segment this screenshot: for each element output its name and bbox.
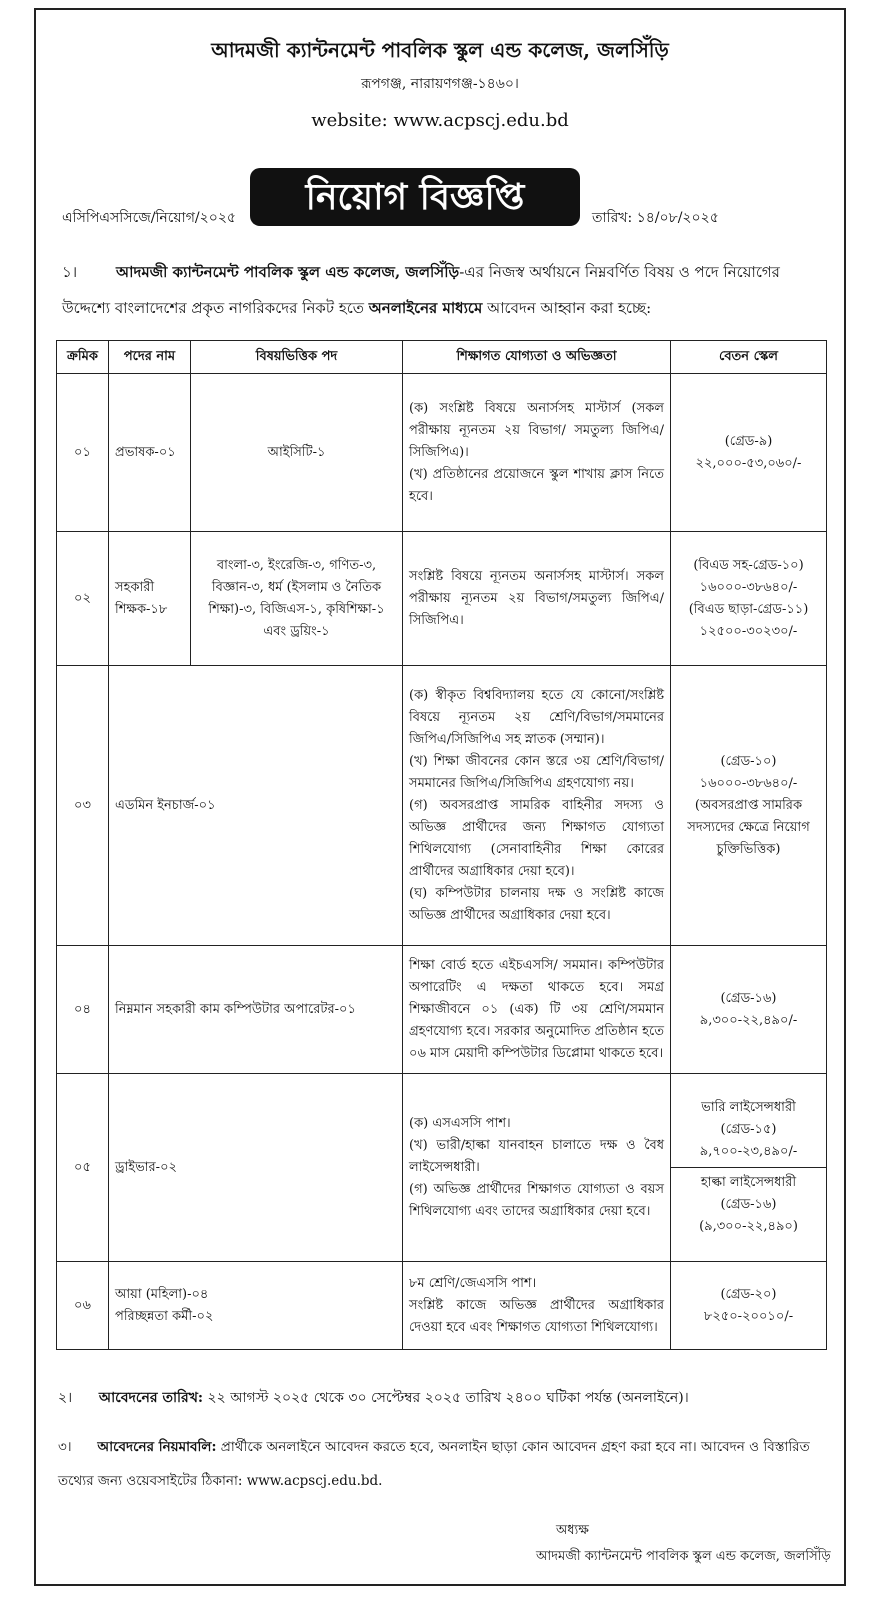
pay-grade: (বিএড সহ-গ্রেড-১০) [693,557,804,573]
pay-grade: (গ্রেড-১০) [720,753,777,769]
col-header-serial: ক্রমিক [57,341,109,374]
qualification-cell: শিক্ষা বোর্ড হতে এইচএসসি/ সমমান। কম্পিউটার অপারেটিং এ দক্ষতা থাকতে হবে। সমগ্র শিক্ষাজীবনে ০১ (এক) টি ৩য় শ্রেণি/সমমান গ্রহণযোগ্য হবে। সরকার অনুমোদিত প্রতিষ্ঠান হতে ০৬ মাস মেয়াদী কম্পিউটার ডিপ্লোমা থাকতে হবে। [403,946,671,1074]
school-address: রূপগঞ্জ, নারায়ণগঞ্জ-১৪৬০। [361,76,519,92]
table-row [57,1262,827,1350]
qualification-cell [403,1074,671,1262]
application-date-label: আবেদনের তারিখ: [98,1390,204,1406]
intro-bold-lead: আদমজী ক্যান্টনমেন্ট পাবলিক স্কুল এন্ড কলেজ, জলসিঁড়ি [116,263,460,281]
school-name: আদমজী ক্যান্টনমেন্ট পাবলিক স্কুল এন্ড কলেজ, জলসিঁড়ি [211,38,669,62]
post-cell: নিম্নমান সহকারী কাম কম্পিউটার অপারেটর-০১ [109,946,403,1074]
intro-text-a: -এর নিজস্ব অর্থায়নে নিম্নবর্ণিত বিষয় ও পদে নিয়োগের উদ্দেশ্যে বাংলাদেশের প্রকৃত নাগরিকদের নিকট হতে [62,263,780,317]
signatory-org: আদমজী ক্যান্টনমেন্ট পাবলিক স্কুল এন্ড কলেজ, জলসিঁড়ি [536,1549,831,1564]
pay-range: ১৬০০০-৩৮৬৪০/- [699,775,798,791]
serial-cell: ০১ [57,374,109,532]
pay-cell [671,532,827,666]
pay-range: ১২৫০০-৩০২৩০/- [699,623,798,639]
pay-note: (অবসরপ্রাপ্ত সামরিক সদস্যদের ক্ষেত্রে নিয়োগ চুক্তিভিত্তিক) [687,797,810,857]
pay-grade: (গ্রেড-২০) [720,1286,777,1302]
qualification-line: (গ) অবসরপ্রাপ্ত সামরিক বাহিনীর সদস্য ও অভিজ্ঞ প্রার্থীদের জন্য শিক্ষাগত যোগ্যতা শিথিলযোগ্য (সেনাবাহিনীর শিক্ষা কোরের প্রার্থীদের অগ্রাধিকার দেয়া হবে)। [409,797,664,879]
post-cell: প্রভাষক-০১ [109,374,191,532]
vacancy-table [56,340,827,1350]
signature-block [536,1518,831,1570]
table-row [57,532,827,666]
table-row [57,1074,827,1262]
application-rules-paragraph [58,1430,838,1498]
table-row [57,374,827,532]
pay-grade: (গ্রেড-১৬) [720,1197,777,1212]
pay-range: ১৬০০০-৩৮৬৪০/- [699,579,798,595]
qualification-line: ৮ম শ্রেণি/জেএসসি পাশ। [409,1275,537,1291]
intro-bold-mid: অনলাইনের মাধ্যমে [368,299,483,317]
post-cell: সহকারী শিক্ষক-১৮ [109,532,191,666]
qualification-line: (খ) ভারী/হাল্কা যানবাহন চালাতে দক্ষ ও বৈধ লাইসেন্সধারী। [409,1137,664,1175]
pay-cell [671,666,827,946]
intro-paragraph [62,254,832,326]
col-header-pay-scale: বেতন স্কেল [671,341,827,374]
application-date-paragraph [58,1386,689,1410]
pay-grade: (গ্রেড-৯) [724,433,773,449]
para-number: ২। [58,1390,73,1406]
pay-range: ২২,০০০-৫৩,০৬০/- [695,455,802,471]
pay-cell [671,374,827,532]
pay-range: ৯,৩০০-২২,৪৯০/- [699,1012,798,1028]
signatory-title: অধ্যক্ষ [556,1523,589,1538]
qualification-line: (ঘ) কম্পিউটার চালনায় দক্ষ ও সংশ্লিষ্ট কাজে অভিজ্ঞ প্রার্থীদের অগ্রাধিকার দেয়া হবে। [409,885,664,923]
qualification-line: (খ) শিক্ষা জীবনের কোন স্তরে ৩য় শ্রেণি/বিভাগ/ সমমানের জিপিএ/সিজিপিএ গ্রহণযোগ্য নয়। [409,753,664,791]
para-number: ১। [62,263,78,281]
notice-page [34,8,846,1586]
table-header-row [57,341,827,374]
pay-range: ৯,৭০০-২৩,৪৯০/- [699,1144,798,1159]
intro-text-b: আবেদন আহ্বান করা হচ্ছে: [482,299,652,317]
pay-cell [671,1074,827,1262]
qualification-cell [403,1262,671,1350]
pay-grade: (বিএড ছাড়া-গ্রেড-১১) [688,601,809,617]
memo-number: এসিপিএসসিজে/নিয়োগ/২০২৫ [62,210,237,226]
post-cell [109,1262,403,1350]
pay-range: ৮২৫০-২০০১০/- [703,1308,794,1324]
serial-cell: ০৪ [57,946,109,1074]
pay-label: ভারি লাইসেন্সধারী [701,1100,796,1115]
serial-cell: ০৩ [57,666,109,946]
serial-cell: ০২ [57,532,109,666]
serial-cell: ০৫ [57,1074,109,1262]
post-line: আয়া (মহিলা)-০৪ [115,1286,209,1302]
qualification-line: (ক) স্বীকৃত বিশ্ববিদ্যালয় হতে যে কোনো/সংশ্লিষ্ট বিষয়ে ন্যূনতম ২য় শ্রেণি/বিভাগ/সমমানের জিপিএ/সিজিপিএ সহ স্নাতক (সম্মান)। [409,687,664,747]
qualification-cell [403,374,671,532]
qualification-line: (খ) প্রতিষ্ঠানের প্রয়োজনে স্কুল শাখায় ক্লাস নিতে হবে। [409,466,664,504]
pay-label: হাল্কা লাইসেন্সধারী [700,1175,797,1190]
para-number: ৩। [58,1439,72,1455]
serial-cell: ০৬ [57,1262,109,1350]
pay-grade: (গ্রেড-১৫) [720,1122,777,1137]
table-row [57,946,827,1074]
post-cell: ড্রাইভার-০২ [109,1074,403,1262]
qualification-line: (গ) অভিজ্ঞ প্রার্থীদের শিক্ষাগত যোগ্যতা ও বয়স শিথিলযোগ্য এবং তাদের অগ্রাধিকার দেয়া হবে। [409,1181,664,1219]
pay-range: (৯,৩০০-২২,৪৯০) [699,1219,798,1234]
application-rules-label: আবেদনের নিয়মাবলি: [97,1439,217,1455]
application-rules-text: প্রার্থীকে অনলাইনে আবেদন করতে হবে, অনলাইন ছাড়া কোন আবেদন গ্রহণ করা হবে না। আবেদন ও বিস্তারিত তথ্যের জন্য ওয়েবসাইটের ঠিকানা: www.acpscj.edu.bd. [58,1439,810,1489]
application-date-text: ২২ আগস্ট ২০২৫ থেকে ৩০ সেপ্টেম্বর ২০২৫ তারিখ ২৪০০ ঘটিকা পর্যন্ত (অনলাইনে)। [203,1390,689,1406]
table-row [57,666,827,946]
qualification-line: (ক) সংশ্লিষ্ট বিষয়ে অনার্সসহ মাস্টার্স (সকল পরীক্ষায় ন্যূনতম ২য় বিভাগ/ সমতুল্য জিপিএ/সিজিপিএ)। [409,400,664,460]
pay-cell [671,1262,827,1350]
subject-cell: বাংলা-৩, ইংরেজি-৩, গণিত-৩, বিজ্ঞান-৩, ধর্ম (ইসলাম ও নৈতিক শিক্ষা)-৩, বিজিএস-১, কৃষিশিক্ষা-১ এবং ড্রয়িং-১ [191,532,403,666]
pay-heavy-license [671,1093,826,1168]
col-header-post: পদের নাম [109,341,191,374]
subject-cell: আইসিটি-১ [191,374,403,532]
pay-cell [671,946,827,1074]
qualification-line: সংশ্লিষ্ট কাজে অভিজ্ঞ প্রার্থীদের অগ্রাধিকার দেওয়া হবে এবং শিক্ষাগত যোগ্যতা শিথিলযোগ্য। [409,1297,664,1335]
post-cell: এডমিন ইনচার্জ-০১ [109,666,403,946]
pay-light-license [671,1168,826,1242]
notice-title: নিয়োগ বিজ্ঞপ্তি [250,168,580,226]
post-line: পরিচ্ছন্নতা কর্মী-০২ [115,1308,214,1324]
col-header-qualification: শিক্ষাগত যোগ্যতা ও অভিজ্ঞতা [403,341,671,374]
pay-grade: (গ্রেড-১৬) [720,990,777,1006]
qualification-cell: সংশ্লিষ্ট বিষয়ে ন্যূনতম অনার্সসহ মাস্টার্স। সকল পরীক্ষায় ন্যূনতম ২য় বিভাগ/সমতুল্য জিপিএ/সিজিপিএ। [403,532,671,666]
qualification-cell [403,666,671,946]
school-website: website: www.acpscj.edu.bd [311,110,569,131]
col-header-subject: বিষয়ভিত্তিক পদ [191,341,403,374]
qualification-line: (ক) এসএসসি পাশ। [409,1115,511,1131]
notice-date: তারিখ: ১৪/০৮/২০২৫ [592,210,719,226]
